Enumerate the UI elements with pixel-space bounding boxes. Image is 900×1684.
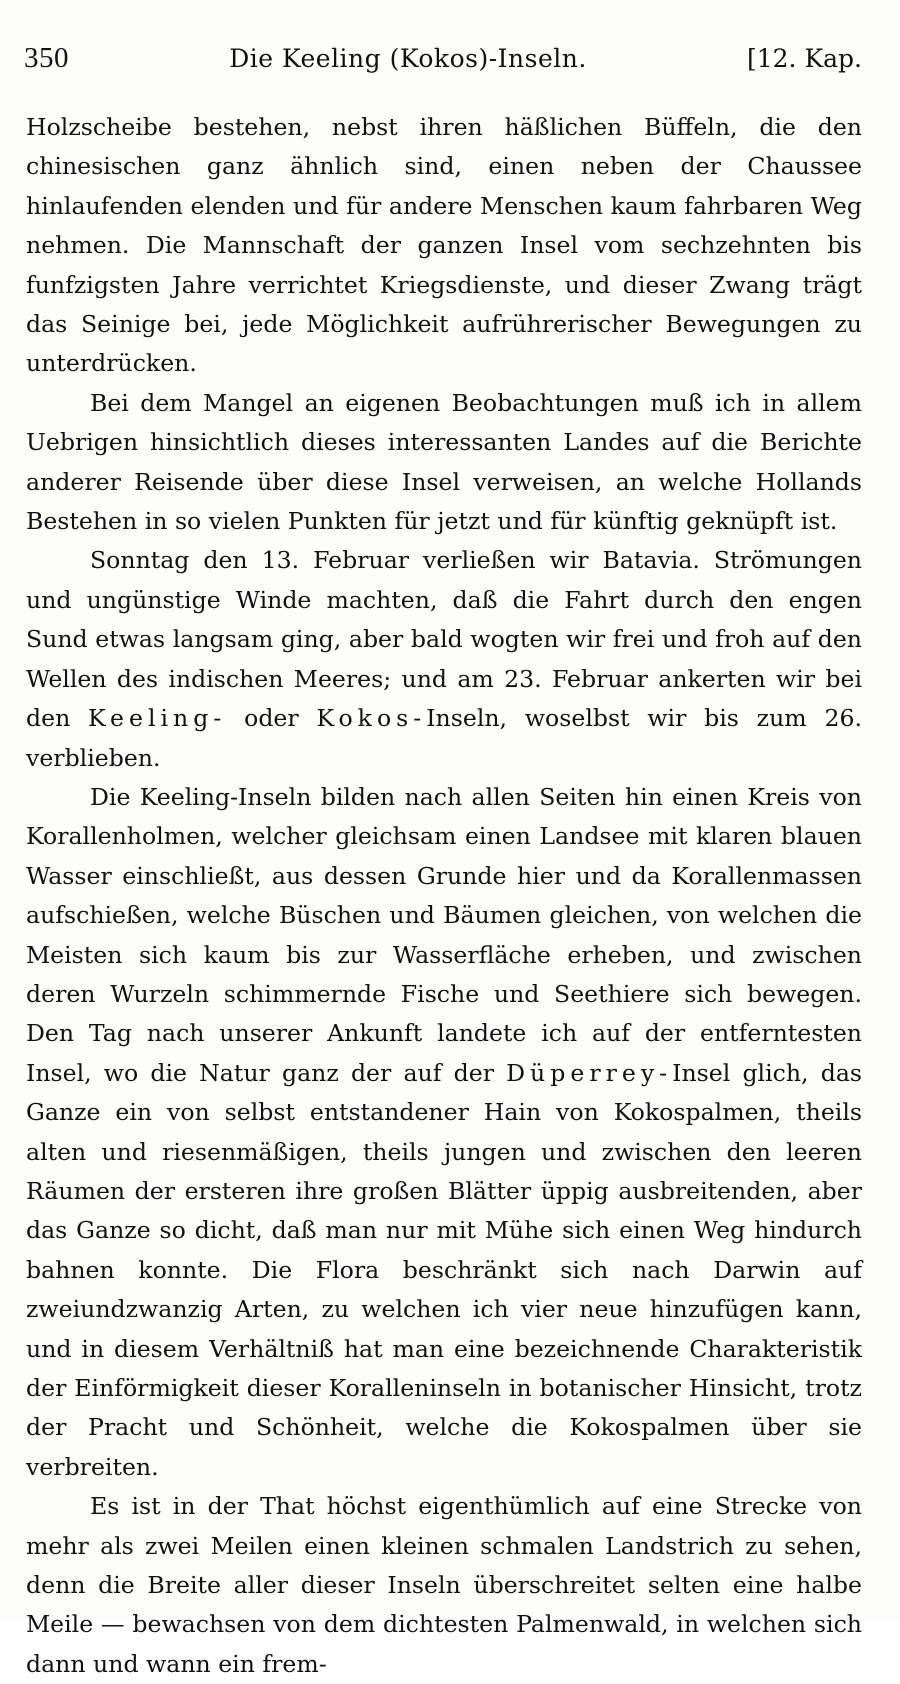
chapter-reference: [12. Kap.	[746, 44, 862, 73]
paragraph-1: Holzscheibe bestehen, nebst ihren häßlichen Büffeln, die den chinesischen ganz ähnlich sind, einen neben der Chaussee hinlaufenden elenden und für andere Menschen kaum fahrbaren Weg nehmen. Die Mannschaft der ganzen Insel vom sechzehnten bis funfzigsten Jahre verrichtet Kriegsdienste, und dieser Zwang trägt das Seinige bei, jede Möglichkeit aufrührerischer Bewegungen zu unterdrücken.	[26, 113, 862, 378]
duperrey-spaced-name: Düperrey-	[506, 1058, 673, 1087]
paragraph-4	[26, 778, 862, 1487]
paragraph-3	[26, 541, 862, 777]
paragraph-3-text-start: Sonntag den 13. Februar verließen wir Batavia. Strömungen und ungünstige Winde machten, daß die Fahrt durch den engen Sund etwas langsam ging, aber bald wogten wir frei und froh auf den Wellen des indischen Meeres; und am 23. Februar ankerten wir bei den	[26, 546, 862, 733]
page-header	[24, 42, 862, 82]
paragraph-4-text-start: Die Keeling-Inseln bilden nach allen Seiten hin einen Kreis von Korallenholmen, welcher gleichsam einen Landsee mit klaren blauen Wasser einschließt, aus dessen Grunde hier und da Korallenmassen aufschießen, welche Büschen und Bäumen gleichen, von welchen die Meisten sich kaum bis zur Wasserfläche erheben, und zwischen deren Wurzeln schimmernde Fische und Seethiere sich bewegen. Den Tag nach unserer Ankunft landete ich auf der entferntesten Insel, wo die Natur ganz der auf der	[26, 782, 862, 1087]
keeling-spaced-name: Keeling-	[88, 704, 227, 733]
body-text	[26, 108, 862, 1684]
paragraph-5: Es ist in der That höchst eigenthümlich auf eine Strecke von mehr als zwei Meilen einen kleinen schmalen Landstrich zu sehen, denn die Breite aller dieser Inseln überschreitet selten eine halbe Meile — bewachsen von dem dichtesten Palmenwald, in welchen sich dann und wann ein frem-	[26, 1492, 862, 1678]
running-title: Die Keeling (Kokos)-Inseln.	[229, 44, 587, 73]
paragraph-4-text-end: Insel glich, das Ganze ein von selbst entstandener Hain von Kokospalmen, theils alten und riesenmäßigen, theils jungen und zwischen den leeren Räumen der ersteren ihre großen Blätter üppig ausbreitenden, aber das Ganze so dicht, daß man nur mit Mühe sich einen Weg hindurch bahnen konnte. Die Flora beschränkt sich nach Darwin auf zweiundzwanzig Arten, zu welchen ich vier neue hinzufügen kann, und in diesem Verhältniß hat man eine bezeichnende Charakteristik der Einförmigkeit dieser Koralleninseln in botanischer Hinsicht, trotz der Pracht und Schönheit, welche die Kokospalmen über sie verbreiten.	[26, 1058, 862, 1481]
paragraph-3-text-middle: oder	[226, 704, 317, 733]
paragraph-3-text-end: Inseln, woselbst wir bis zum 26. verblieben.	[26, 704, 862, 772]
paragraph-2: Bei dem Mangel an eigenen Beobachtungen muß ich in allem Uebrigen hinsichtlich dieses interessanten Landes auf die Berichte anderer Reisende über diese Insel verweisen, an welche Hollands Bestehen in so vielen Punkten für jetzt und für künftig geknüpft ist.	[26, 388, 862, 536]
kokos-spaced-name: Kokos-	[316, 704, 427, 733]
page-number: 350	[24, 42, 69, 74]
